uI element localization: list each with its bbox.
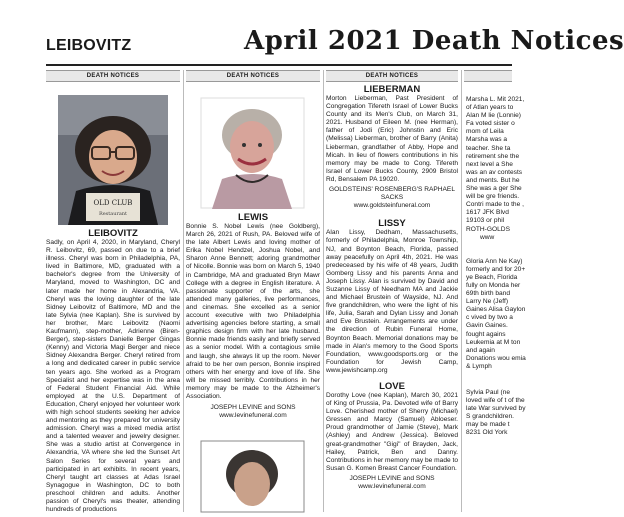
notice-text-partial: Sylvia Paul (ne loved wife of t of the late War survived by S grandchildren. may be made t 8231 Old York [466,389,526,437]
leibovitz-notice [46,228,180,514]
lewis-notice [186,212,320,420]
lieberman-funeral-home: GOLDSTEINS' ROSENBERG'S RAPHAEL SACKS [329,186,455,202]
column-divider [323,70,324,512]
header-divider [46,64,512,66]
love-name: LOVE [379,381,405,392]
column-divider [461,70,462,512]
column-divider [183,70,184,512]
love-text: Dorothy Love (nee Kaplan), March 30, 2021 of King of Prussia, Pa. Devoted wife of Barry Love. Cherished mother of Sherry (Michael) Gressen and Marcy (Samuel) Abloeser. Proud grandmother of Jamie (Steve), Mark (Ashley) and Andrew (Jessica). Beloved great-grandmother "Gigi" of Brayden, Jack, Hailey, Patrick, Ben and Danny. Contributions in her memory may be made to Susan G. Komen Breast Cancer Foundation. [326,392,458,472]
leibovitz-text: Sadly, on April 4, 2020, in Maryland, Cheryl R. Leibovitz, 69, passed on due to a brief illness. Cheryl was born in Philadelphia, PA, lived in Baltimore, MD, graduated with a bachelor's degree from the University of Maryland, moved to Washington, DC and later made her home in Alexandria, VA. Cheryl was the loving daughter of the late Sidney Leibovitz of Baltimore, MD and the late Sylvia (nee Kaplan). She is survived by her brother, Marc Leibovitz (Naomi Kaufmann), step-mother, Adrienne (Biren-Berger), step-sisters Danielle Berger Gingas (Kenny) and Victoria Magi Berger and niece Sidney Alexandra Berger. Cheryl retired from a long and dedicated career in public service ten years ago. She worked as a Program Specialist and her expertise was in the area of Federal Student Financial Aid. While employed at the U.S. Department of Education, Cheryl enjoyed her volunteer work with high school students seeking her advice and mentoring as they prepared for university admission. Cheryl was a mixed media artist and a talented weaver and jewelry designer. She was a studio artist at Convergence in Alexandria, VA where she led the Sunset Art Salon Series for several years and participated in art exhibits. In recent years, Cheryl taught art classes at Adas Israel Synagogue in Washington, DC to both preschool children and adults. Another passion of Cheryl's was theater, attending hundreds of productions [46,239,180,514]
lieberman-website: www.goldsteinfuneral.com [353,202,431,210]
notice-text-partial: Marsha L. Mit 2021, of Atlan years to Alan M lie (Lonnie) Fa voted sister o mom of Leila Marsha was a teacher. She ta retirement she the next level a She was an av contests and ments. But he She was a ger She will be gre friends. Contri made to the , 1617 JFK Blvd 19103 or phil [466,96,525,225]
lewis-name: LEWIS [237,212,269,223]
lewis-photo [200,97,305,209]
obituary-photo [200,440,305,512]
column-label-3: DEATH NOTICES [326,70,458,82]
love-website: www.levinefuneral.com [358,483,426,491]
leibovitz-name: LEIBOVITZ [88,228,138,239]
notice-text-partial: Gloria Ann Ne Kay) formerly and for 20+ ye Beach, Florida fully on Monda her 69th birth band Larry Ne (Jeff) Gaines Alisa Gaylon c vived by two a Gavin Gaines. fought agains Leukemia at M ton and again Donations wou emia & Lymph [466,257,526,370]
lissy-text: Alan Lissy, Dedham, Massachusetts, formerly of Philadelphia, Monroe Township, NJ, and Boynton Beach, Florida, passed away peacefully on April 4th, 2021. He was predeceased by his wife of 48 years, Judith Gomberg Lissy and his parents Anna and Joseph Lissy. Alan is survived by David and Suzanne Lissy of Needham MA and Jackie and Michael Brustein of Wayside, NJ. And five grandchildren, who were the light of his life, Julia, Sarah and Dylan Lissy and Jonah and Eve Brustein. Arrangements are under the direction of Rubin Funeral Home, Boynton Beach. Memorial donations may be made in Alan's memory to the Good Sports Foundation, www.goodsports.org or the Foundation for Jewish Camp, www.jewishcamp.org [326,229,458,374]
love-funeral-home: JOSEPH LEVINE and SONS [349,474,435,482]
col3-notices [326,84,458,491]
website-partial: www [480,233,495,241]
lissy-name: LISSY [378,218,406,230]
lewis-text: Bonnie S. Nobel Lewis (nee Goldberg), March 26, 2021 of Rush, PA. Beloved wife of the late Albert Lewis and loving mother of Erika Nobel Hendzel, Joshua Nobel, and Sharon Anne Bennett; adoring grandmother of Nicolle. Bonnie was born on March 5, 1940 in Cambridge, MA and graduated Bryn Mawr College with a degree in English literature. A passionate supporter of the arts, she attended many galleries, live performances, and cinemas. She excelled as a senior account executive with two Philadelphia advertising agencies before starting, a small graphics design firm with her late husband. Bonnie made friends easily and briefly served as a senior model. With a contagious smile and laugh, she always lit up the room. Never afraid to be her own person, Bonnie inspired others with her energy and love of life. She will be missed terribly. Contributions in her memory may be made to the Alzheimer's Association. [186,223,320,400]
lewis-website: www.levinefuneral.com [219,412,287,420]
column-label-4 [464,70,512,82]
svg-text:OLD CLUB: OLD CLUB [93,199,133,207]
lewis-funeral-home: JOSEPH LEVINE and SONS [210,404,296,412]
page-header-title: April 2021 Death Notices [244,26,624,56]
funeral-home-partial: ROTH-GOLDS [466,225,510,233]
lieberman-text: Morton Lieberman, Past President of Congregation Tifereth Israel of Lower Bucks County and its Men's Club, on March 31, 2021. Husband of Eileen M. (nee Herman), father of Jodi (Eric) Johnstin and Eric (Melissa) Lieberman, brother of Barry (Anita) Lieberman, grandfather of Abby, Hope and Micah. In lieu of flowers contributions in his memory may be made to Cong. Tifereth Israel of Lower Bucks County, 2909 Bristol Rd, Bensalem PA 19020. [326,95,458,183]
svg-text:Restaurant: Restaurant [98,211,128,217]
leibovitz-photo [58,95,168,225]
lieberman-name: LIEBERMAN [363,84,421,95]
column-label-2: DEATH NOTICES [186,70,320,82]
col4-notices [466,96,526,438]
column-label-1: DEATH NOTICES [46,70,180,82]
page-header-surname: LEIBOVITZ [46,37,132,54]
